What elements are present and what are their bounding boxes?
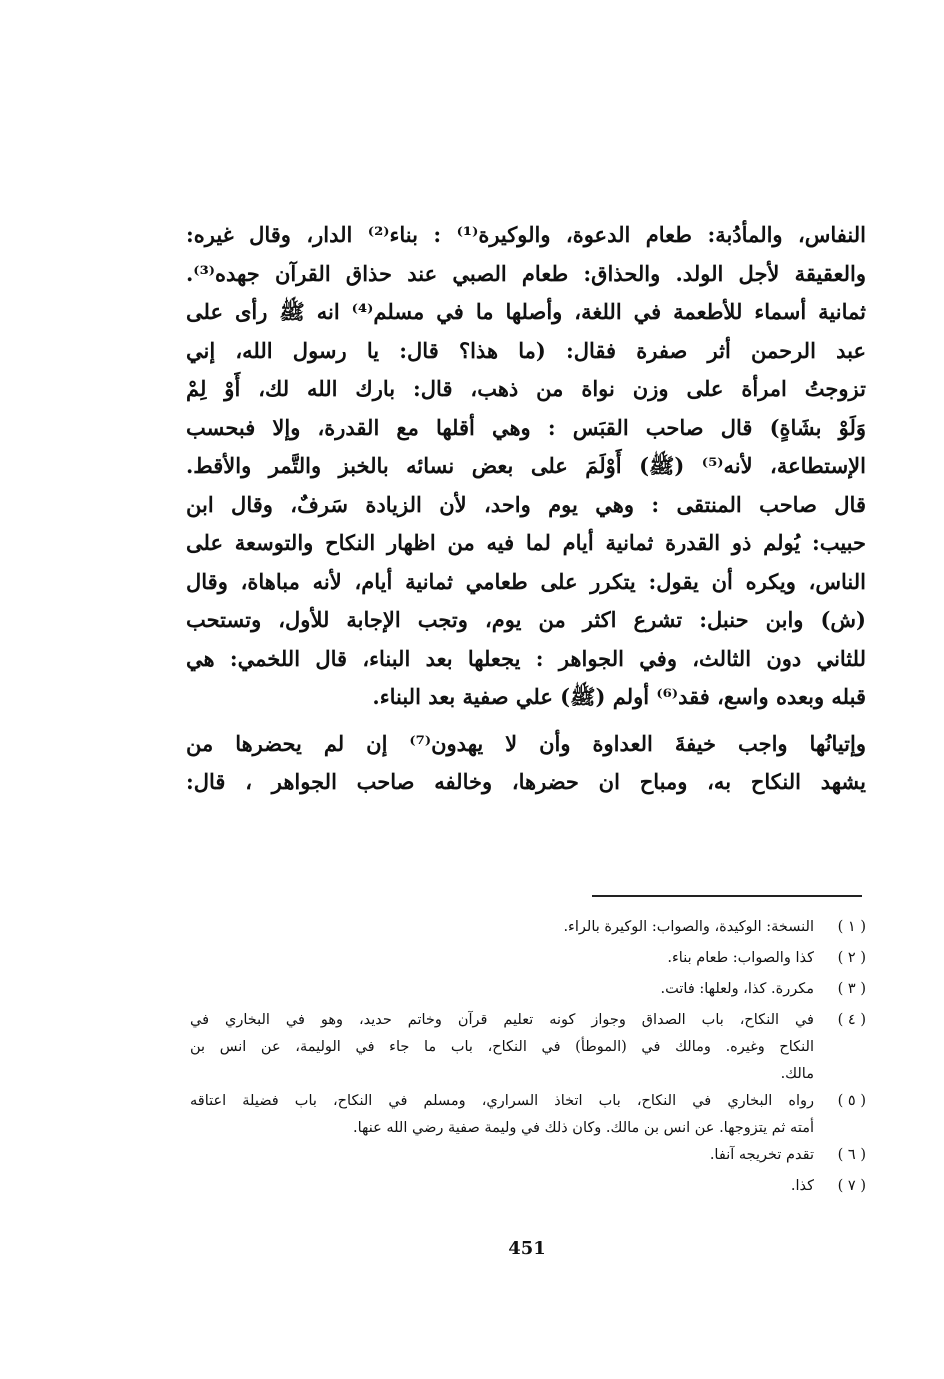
- footnote-1: [190, 912, 866, 943]
- footnote-line: كذا والصواب: طعام بناء.: [667, 950, 814, 966]
- footnote-text: [190, 943, 814, 974]
- footnote-line: رواه البخاري في النكاح، باب اتخاذ السراري، ومسلم في النكاح، باب فضيلة اعتاقه: [190, 1093, 814, 1109]
- footnote-line: كذا.: [790, 1178, 814, 1194]
- text-line: قبله وبعده واسع، فقد⁽⁶⁾ أولم (ﷺ) علي صفية بعد البناء.: [372, 684, 866, 709]
- footnote-line: في النكاح، باب الصداق وجواز كونه تعليم قرآن وخاتم حديد، وهو في البخاري في: [190, 1012, 814, 1028]
- page-number: 451: [508, 1238, 546, 1259]
- footnotes: [190, 912, 866, 1202]
- text-line: والعقيقة لأجل الولد. والحذاق: طعام الصبي عند حذاق القرآن جهده⁽³⁾.: [186, 260, 866, 286]
- footnote-number: ( ١ ): [837, 919, 866, 935]
- footnote-text: [190, 1171, 814, 1202]
- footnote-4: [190, 1005, 866, 1086]
- footnote-line: النكاح وغيره. ومالك في (الموطأ) في النكاح، باب ما جاء في الوليمة، عن انس بن: [190, 1039, 814, 1055]
- footnote-text: [190, 1140, 814, 1171]
- text-line: (ش) وابن حنبل: تشرع اكثر من يوم، وتجب الإجابة للأول، وتستحب: [186, 607, 866, 632]
- text-line: النفاس، والمأدُبة: طعام الدعوة، والوكيرة⁽¹⁾ : بناء⁽²⁾ الدار، وقال غيره:: [186, 222, 866, 247]
- footnote-number: ( ٤ ): [837, 1012, 866, 1028]
- footnote-3: [190, 974, 866, 1005]
- footnote-text: [190, 1086, 814, 1140]
- text-line: وَلَوْ بشَاةٍ) قال صاحب القبَس : وهي أقلها مع القدرة، وإلا فبحسب: [186, 414, 866, 440]
- footnote-number: ( ٧ ): [837, 1178, 866, 1194]
- footnote-text: [190, 912, 814, 943]
- text-line: وإتيانُها واجب خيفةَ العداوة وأن لا يهدون⁽⁷⁾ إن لم يحضرها من: [186, 730, 866, 756]
- footnote-line: مالك.: [780, 1066, 814, 1082]
- footnote-5: [190, 1086, 866, 1140]
- text-line: قال صاحب المنتقى : وهي يوم واحد، لأن الزيادة سَرفٌ، وقال ابن: [186, 491, 866, 517]
- text-line: حبيب: يُولم ذو القدرة ثمانية أيام لما فيه من اظهار النكاح والتوسعة على: [186, 530, 866, 555]
- footnote-6: [190, 1140, 866, 1171]
- paragraph-gap: [186, 717, 866, 725]
- footnote-number: ( ٢ ): [837, 950, 866, 966]
- footnote-text: [190, 974, 814, 1005]
- footnote-2: [190, 943, 866, 974]
- text-line: ثمانية أسماء للأطعمة في اللغة، وأصلها ما في مسلم⁽⁴⁾ انه ﷺ رأى على: [186, 299, 866, 324]
- footnote-number: ( ٣ ): [837, 981, 866, 997]
- text-line: يشهد النكاح به، ومباح ان حضرها، وخالفه صاحب الجواهر ، قال:: [186, 769, 866, 794]
- footnote-separator: [592, 895, 862, 897]
- footnote-line: مكررة. كذا، ولعلها: فاتت.: [660, 981, 814, 997]
- text-line: الناس، ويكره أن يقول: يتكرر على طعامي ثمانية أيام، لأنه مباهاة، وقال: [186, 568, 866, 594]
- text-line: الإستطاعة، لأنه⁽⁵⁾ (ﷺ) أَوْلَمَ على بعض نسائه بالخبز والتَّمر والأقط.: [186, 453, 866, 478]
- footnote-line: النسخة: الوكيدة، والصواب: الوكيرة بالراء.: [563, 919, 814, 935]
- main-text: [186, 216, 866, 802]
- footnote-line: أمته ثم يتزوجها. عن انس بن مالك. وكان ذلك في وليمة صفية رضي الله عنها.: [353, 1120, 814, 1136]
- text-line: للثاني دون الثالث، وفي الجواهر : يجعلها بعد البناء، قال اللخمي: هي: [186, 645, 866, 671]
- footnote-number: ( ٦ ): [837, 1147, 866, 1163]
- footnote-text: [190, 1005, 814, 1086]
- text-line: تزوجتُ امرأة على وزن نواة من ذهب، قال: بارك الله لك، أَوْ لِمْ: [186, 376, 866, 401]
- footnote-number: ( ٥ ): [837, 1093, 866, 1109]
- footnote-line: تقدم تخريجه آنفا.: [709, 1147, 814, 1163]
- text-line: عبد الرحمن أثر صفرة فقال: (ما هذا؟ قال: يا رسول الله، إني: [186, 337, 866, 363]
- footnote-7: [190, 1171, 866, 1202]
